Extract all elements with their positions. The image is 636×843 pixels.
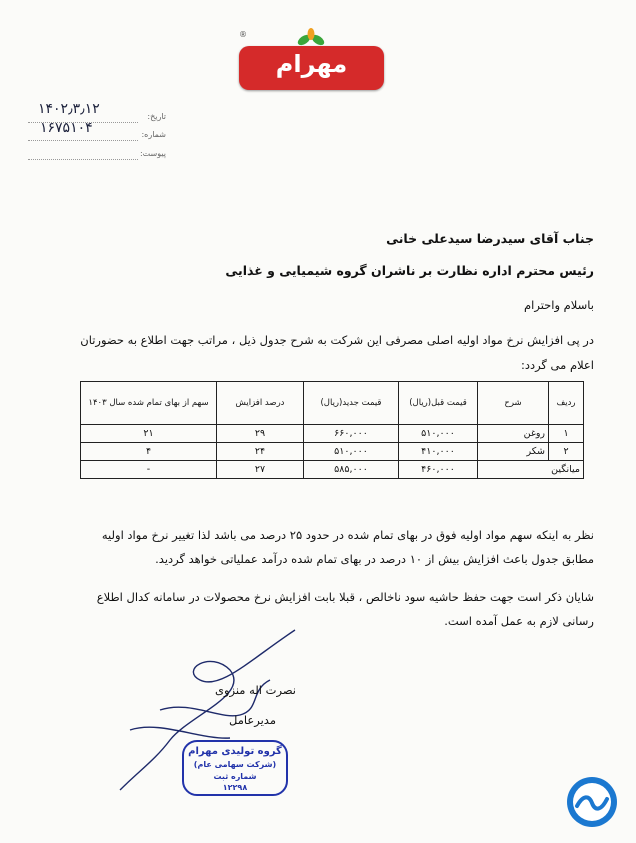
recipient-title: رئیس محترم اداره نظارت بر ناشران گروه شیمیایی و غذایی: [225, 263, 594, 278]
attachment-line: [28, 159, 138, 160]
stamp-line-3: شماره ثبت: [213, 772, 257, 781]
signer-title: مدیرعامل: [229, 713, 276, 727]
registered-mark: ®: [239, 30, 247, 39]
price-table: [80, 381, 584, 479]
cell-new: ۶۶۰,۰۰۰: [304, 425, 399, 443]
table-average-row: [81, 461, 584, 479]
cell-avg-pct: ۲۷: [217, 461, 304, 479]
company-stamp: [180, 738, 290, 798]
header-desc: شرح: [478, 382, 549, 425]
stamp-line-4: ۱۲۲۹۸: [222, 783, 248, 792]
date-label: تاریخ:: [147, 112, 166, 121]
handwritten-number: ۱۶۷۵۱۰۴: [40, 120, 93, 136]
cell-new: ۵۱۰,۰۰۰: [304, 443, 399, 461]
header-row-num: ردیف: [549, 382, 584, 425]
cell-desc: روغن: [478, 425, 549, 443]
paragraph-3-line-2: رسانی لازم به عمل آمده است.: [444, 614, 594, 628]
intro-line-2: اعلام می گردد:: [520, 358, 594, 372]
attachment-label: پیوست:: [139, 149, 166, 158]
table-row: [81, 443, 584, 461]
paragraph-2-line-2: مطابق جدول باعث افزایش بیش از ۱۰ درصد در بهای تمام شده درآمد عملیاتی خواهد گردید.: [155, 552, 594, 566]
watermark-badge-icon: [565, 775, 619, 829]
header-share: سهم از بهای تمام شده سال ۱۴۰۳: [81, 382, 217, 425]
handwritten-date: ۱۴۰۲٫۳٫۱۲: [38, 101, 100, 117]
cell-num: ۱: [549, 425, 584, 443]
header-old-price: قیمت قبل(ریال): [399, 382, 478, 425]
cell-share: ۲۱: [81, 425, 217, 443]
signer-name: نصرت اله منزوی: [214, 683, 296, 697]
cell-desc: شکر: [478, 443, 549, 461]
greeting: باسلام واحترام: [524, 298, 594, 312]
cell-num: ۲: [549, 443, 584, 461]
cell-avg-label: میانگین: [478, 461, 584, 479]
cell-avg-new: ۵۸۵,۰۰۰: [304, 461, 399, 479]
paragraph-3-line-1: شایان ذکر است جهت حفظ حاشیه سود ناخالص ، قبلا بابت افزایش نرخ محصولات در سامانه کدال اطلاع: [96, 590, 594, 604]
header-new-price: قیمت جدید(ریال): [304, 382, 399, 425]
paragraph-2-line-1: نظر به اینکه سهم مواد اولیه فوق در بهای تمام شده در حدود ۲۵ درصد می باشد لذا تغییر نرخ مواد اولیه: [101, 528, 594, 542]
cell-avg-share: -: [81, 461, 217, 479]
stamp-line-1: گروه تولیدی مهرام: [188, 746, 282, 757]
company-logo: [239, 26, 389, 92]
logo-text: مهرام: [275, 50, 348, 78]
header-percent: درصد افزایش: [217, 382, 304, 425]
cell-pct: ۲۹: [217, 425, 304, 443]
cell-share: ۴: [81, 443, 217, 461]
table-row: [81, 425, 584, 443]
recipient-name: جناب آقای سیدرضا سیدعلی خانی: [386, 231, 594, 246]
cell-avg-old: ۴۶۰,۰۰۰: [399, 461, 478, 479]
number-line: [28, 140, 138, 141]
cell-old: ۴۱۰,۰۰۰: [399, 443, 478, 461]
intro-line-1: در پی افزایش نرخ مواد اولیه اصلی مصرفی این شرکت به شرح جدول ذیل ، مراتب جهت اطلاع به حضورتان: [80, 333, 594, 347]
cell-pct: ۲۴: [217, 443, 304, 461]
table-header-row: [81, 382, 584, 425]
cell-old: ۵۱۰,۰۰۰: [399, 425, 478, 443]
stamp-line-2: (شرکت سهامی عام): [193, 760, 277, 769]
number-label: شماره:: [141, 130, 166, 139]
